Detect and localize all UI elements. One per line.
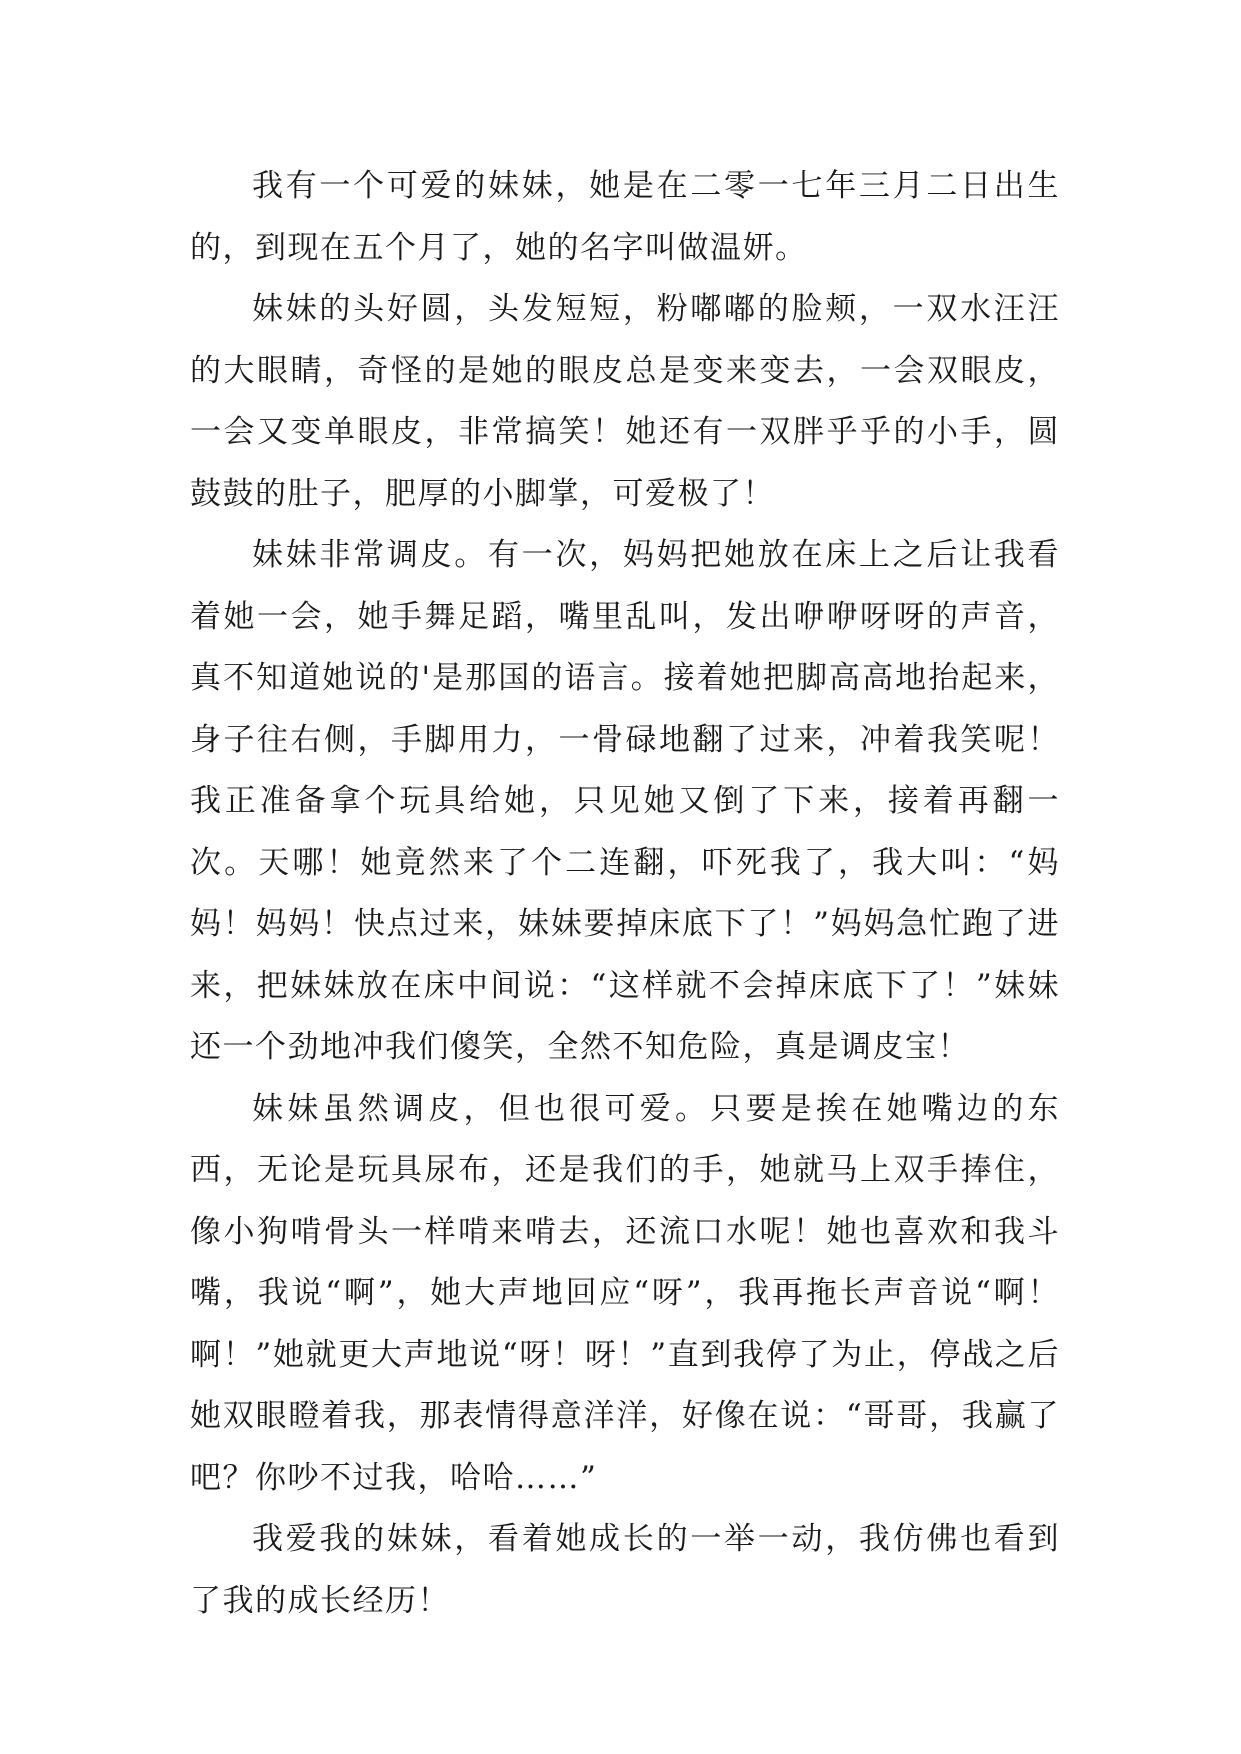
paragraph-2: 妹妹的头好圆，头发短短，粉嘟嘟的脸颊，一双水汪汪的大眼睛，奇怪的是她的眼皮总是变来变去，一会双眼皮，一会又变单眼皮，非常搞笑！她还有一双胖乎乎的小手，圆鼓鼓的肚子，肥厚的小脚掌，可爱极了！: [190, 291, 1060, 512]
paragraph-1: 我有一个可爱的妹妹，她是在二零一七年三月二日出生的，到现在五个月了，她的名字叫做温妍。: [190, 168, 1060, 266]
paragraph-3: 妹妹非常调皮。有一次，妈妈把她放在床上之后让我看着她一会，她手舞足蹈，嘴里乱叫，发出咿咿呀呀的声音，真不知道她说的'是那国的语言。接着她把脚高高地抬起来，身子往右侧，手脚用力，一骨碌地翻了过来，冲着我笑呢！我正准备拿个玩具给她，只见她又倒了下来，接着再翻一次。天哪！她竟然来了个二连翻，吓死我了，我大叫：“妈妈！妈妈！快点过来，妹妹要掉床底下了！”妈妈急忙跑了进来，把妹妹放在床中间说：“这样就不会掉床底下了！”妹妹还一个劲地冲我们傻笑，全然不知危险，真是调皮宝！: [190, 537, 1060, 1065]
paragraph-4: 妹妹虽然调皮，但也很可爱。只要是挨在她嘴边的东西，无论是玩具尿布，还是我们的手，她就马上双手捧住，像小狗啃骨头一样啃来啃去，还流口水呢！她也喜欢和我斗嘴，我说“啊”，她大声地回应“呀”，我再拖长声音说“啊！啊！”她就更大声地说“呀！呀！”直到我停了为止，停战之后她双眼瞪着我，那表情得意洋洋，好像在说：“哥哥，我赢了吧？你吵不过我，哈哈……”: [190, 1090, 1060, 1496]
paragraph-5: 我爱我的妹妹，看着她成长的一举一动，我仿佛也看到了我的成长经历！: [190, 1521, 1060, 1619]
document-body: [190, 156, 1060, 1632]
